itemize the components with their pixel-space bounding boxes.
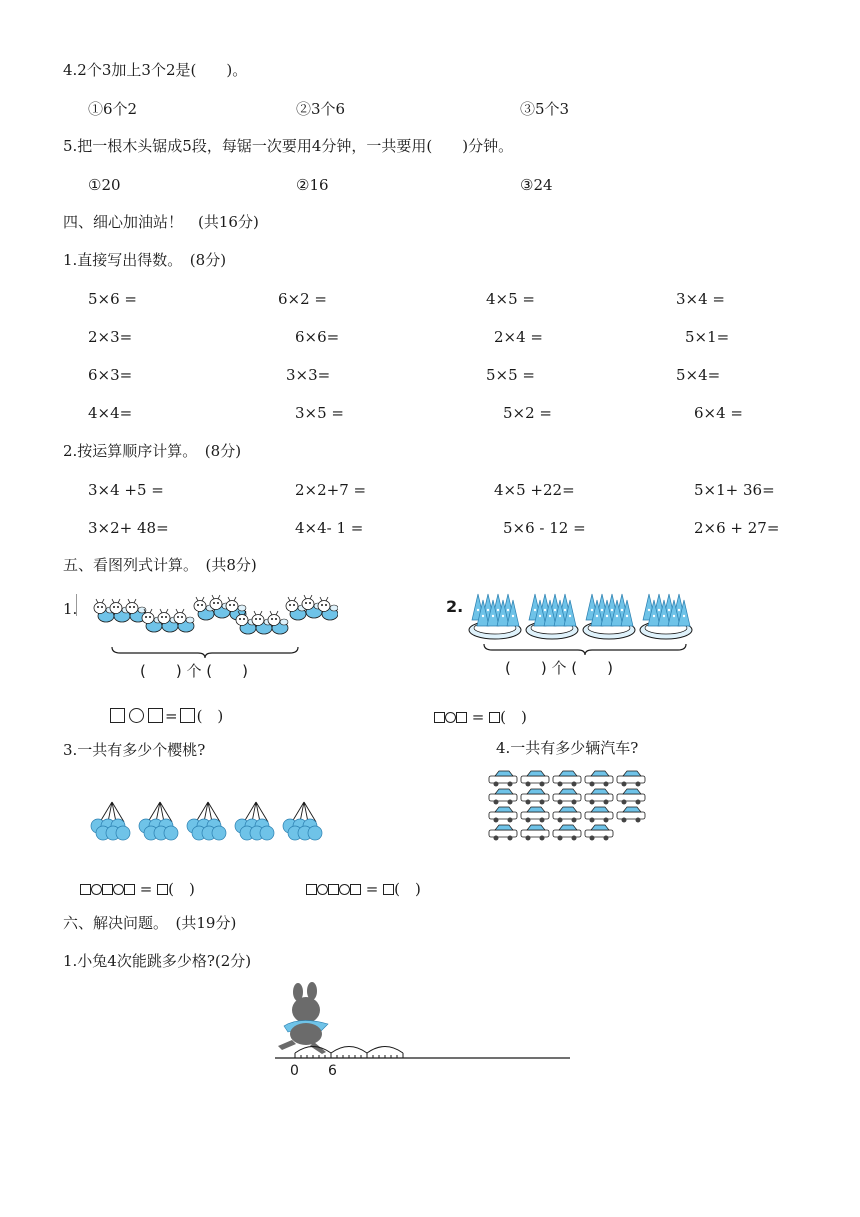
p1-item: 6×4 = <box>694 404 743 422</box>
p2-item: 4×5 +22= <box>494 481 575 499</box>
s5-p2-number: 2. <box>446 597 464 616</box>
s5-p1-number: 1. <box>63 600 78 618</box>
car-icon <box>585 789 613 805</box>
car-icon <box>617 807 645 823</box>
p2-item: 5×1+ 36= <box>694 481 775 499</box>
answer-box[interactable] <box>80 884 91 895</box>
unit-blank: ( ) <box>168 880 195 898</box>
answer-box[interactable] <box>102 884 113 895</box>
answer-box[interactable] <box>383 884 394 895</box>
brace-1 <box>110 645 300 659</box>
p2-item: 4×4- 1 = <box>295 519 364 537</box>
equals-sign: = <box>365 880 379 898</box>
p2-item: 3×4 +5 = <box>88 481 164 499</box>
p1-item: 5×1= <box>685 328 730 346</box>
axis-label-6: 6 <box>328 1063 337 1079</box>
answer-box[interactable] <box>489 712 500 723</box>
answer-box[interactable] <box>350 884 361 895</box>
answer-box[interactable] <box>110 708 125 723</box>
q5-text: 5.把一根木头锯成5段，每锯一次要用4分钟，一共要用( )分钟。 <box>63 137 514 155</box>
unit-blank: ( ) <box>500 708 527 726</box>
operator-circle[interactable] <box>445 712 456 723</box>
s5-p2-answer <box>434 707 527 727</box>
p1-item: 2×4 = <box>494 328 543 346</box>
p1-item: 4×4= <box>88 404 133 422</box>
p1-item: 6×6= <box>295 328 340 346</box>
car-icon <box>553 807 581 823</box>
q4-text: 4.2个3加上3个2是( )。 <box>63 61 248 79</box>
section4-p1-title: 1.直接写出得数。 (8分) <box>63 251 227 269</box>
rabbit-icon <box>278 982 328 1054</box>
p1-item: 4×5 = <box>486 290 535 308</box>
car-icon <box>585 825 613 841</box>
section4-title: 四、细心加油站！ (共16分) <box>63 213 259 231</box>
car-icon <box>585 771 613 787</box>
cone-plate-icon <box>583 594 635 639</box>
p1-item: 5×5 = <box>486 366 535 384</box>
operator-circle[interactable] <box>113 884 124 895</box>
cherry-bunch-icon <box>187 802 226 840</box>
p2-item: 2×6 + 27= <box>694 519 780 537</box>
operator-circle[interactable] <box>339 884 350 895</box>
car-icon <box>489 789 517 805</box>
p1-item: 5×2 = <box>503 404 552 422</box>
brace-2 <box>482 642 688 656</box>
p1-item: 3×4 = <box>676 290 725 308</box>
car-icon <box>617 771 645 787</box>
s5-p3-title: 3.一共有多少个樱桃? <box>63 741 206 759</box>
car-icon <box>521 771 549 787</box>
q5-option-1[interactable]: ①20 <box>88 176 121 194</box>
cherries-picture <box>90 800 330 844</box>
p1-item: 3×5 = <box>295 404 344 422</box>
q4-option-2[interactable]: ②3个6 <box>296 100 346 118</box>
car-icon <box>585 807 613 823</box>
s5-p4-title: 4.一共有多少辆汽车? <box>496 739 639 757</box>
car-icon <box>553 771 581 787</box>
jump-arcs <box>295 1047 403 1054</box>
car-icon <box>553 789 581 805</box>
s5-p4-answer <box>306 879 421 899</box>
q4-option-1[interactable]: ①6个2 <box>88 100 138 118</box>
answer-box[interactable] <box>157 884 168 895</box>
p1-item: 5×6 = <box>88 290 137 308</box>
section4-p2-title: 2.按运算顺序计算。 (8分) <box>63 442 242 460</box>
p1-item: 2×3= <box>88 328 133 346</box>
answer-box[interactable] <box>456 712 467 723</box>
q5-option-2[interactable]: ②16 <box>296 176 329 194</box>
number-line-ticks <box>295 1053 403 1058</box>
car-icon <box>617 789 645 805</box>
answer-box[interactable] <box>434 712 445 723</box>
operator-circle[interactable] <box>129 708 144 723</box>
axis-label-0: 0 <box>290 1063 299 1079</box>
p2-item: 3×2+ 48= <box>88 519 169 537</box>
cherry-bunch-icon <box>91 802 130 840</box>
answer-box[interactable] <box>328 884 339 895</box>
cars-picture <box>488 770 650 842</box>
section6-title: 六、解决问题。 (共19分) <box>63 914 237 932</box>
s5-p3-answer <box>80 879 195 899</box>
car-icon <box>489 825 517 841</box>
q5-option-3[interactable]: ③24 <box>520 176 553 194</box>
cones-picture <box>468 592 698 642</box>
cone-plate-icon <box>526 594 578 639</box>
car-icon <box>489 807 517 823</box>
car-icon <box>553 825 581 841</box>
cherry-bunch-icon <box>139 802 178 840</box>
p1-item: 5×4= <box>676 366 721 384</box>
s5-p1-answer <box>108 706 223 726</box>
cherry-bunch-icon <box>235 802 274 840</box>
s6-p1-title: 1.小兔4次能跳多少格?(2分) <box>63 952 252 970</box>
bees-picture <box>88 588 338 650</box>
car-icon <box>521 789 549 805</box>
operator-circle[interactable] <box>317 884 328 895</box>
section5-title: 五、看图列式计算。 (共8分) <box>63 556 257 574</box>
answer-box[interactable] <box>180 708 195 723</box>
equals-sign: = <box>139 880 153 898</box>
equals-sign: = <box>165 707 178 725</box>
answer-box[interactable] <box>124 884 135 895</box>
car-icon <box>521 825 549 841</box>
rabbit-number-line <box>270 982 575 1082</box>
cherry-bunch-icon <box>283 802 322 840</box>
q4-option-3[interactable]: ③5个3 <box>520 100 570 118</box>
unit-blank: ( ) <box>394 880 421 898</box>
p1-item: 3×3= <box>286 366 331 384</box>
p1-item: 6×2 = <box>278 290 327 308</box>
cone-plate-icon <box>469 594 521 639</box>
brace-2-text: ( ) 个 ( ) <box>505 659 613 677</box>
p1-item: 6×3= <box>88 366 133 384</box>
answer-box[interactable] <box>306 884 317 895</box>
answer-box[interactable] <box>148 708 163 723</box>
car-icon <box>521 807 549 823</box>
operator-circle[interactable] <box>91 884 102 895</box>
equals-sign: = <box>471 708 485 726</box>
bee-icon <box>318 597 338 620</box>
unit-blank: ( ) <box>196 707 224 725</box>
cone-plate-icon <box>640 594 692 639</box>
p2-item: 5×6 - 12 = <box>503 519 586 537</box>
car-icon <box>489 771 517 787</box>
p2-item: 2×2+7 = <box>295 481 367 499</box>
brace-1-text: ( ) 个 ( ) <box>140 662 248 680</box>
